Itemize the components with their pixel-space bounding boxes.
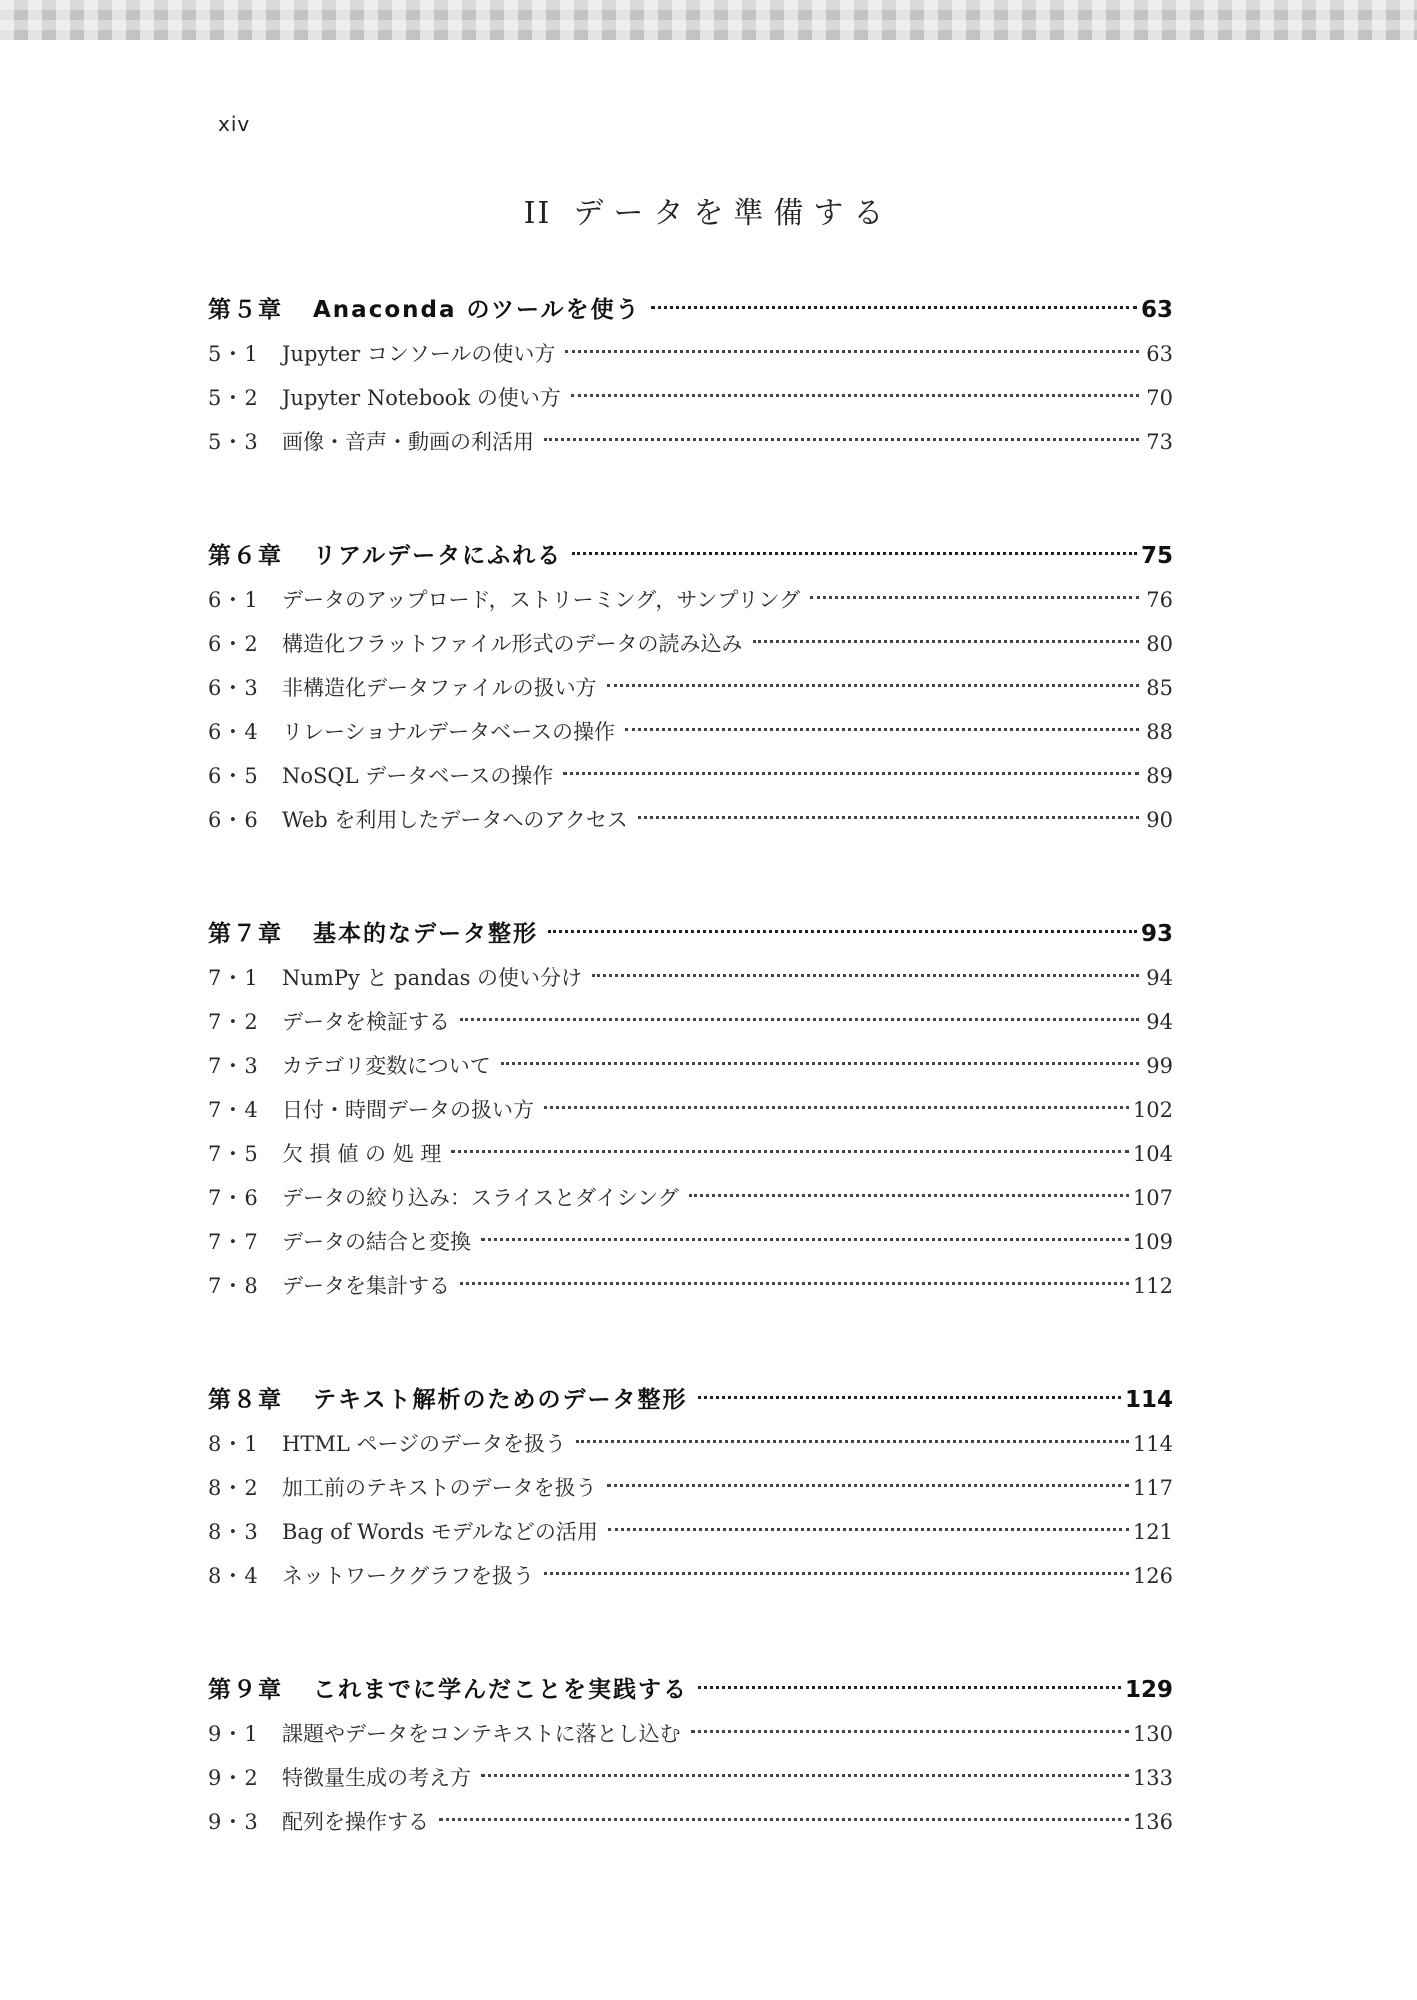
section-entry[interactable] <box>208 1466 1173 1510</box>
chapter-page: 63 <box>1140 297 1173 323</box>
chapter-title: リアルデータにふれる <box>313 543 563 569</box>
dot-leader <box>638 816 1139 819</box>
section-page: 88 <box>1146 720 1173 744</box>
chapter-number: 第６章 <box>208 543 283 569</box>
section-number: 7・3 <box>208 1054 259 1078</box>
chapter-8 <box>208 1378 1173 1598</box>
section-number: 5・3 <box>208 430 259 454</box>
chapter-entry[interactable] <box>208 534 1173 578</box>
chapter-number: 第９章 <box>208 1677 283 1703</box>
dot-leader <box>460 1018 1139 1021</box>
section-page: 107 <box>1132 1186 1173 1210</box>
section-number: 8・4 <box>208 1564 259 1588</box>
section-title: 画像・音声・動画の利活用 <box>282 430 534 454</box>
section-number: 7・5 <box>208 1142 259 1166</box>
chapter-title: Anaconda のツールを使う <box>313 297 641 323</box>
section-title: Jupyter コンソールの使い方 <box>282 342 556 366</box>
section-page: 109 <box>1132 1230 1173 1254</box>
section-number: 6・5 <box>208 764 259 788</box>
section-title: 配列を操作する <box>282 1810 429 1834</box>
section-page: 114 <box>1132 1432 1173 1456</box>
section-page: 104 <box>1132 1142 1173 1166</box>
section-page: 102 <box>1132 1098 1173 1122</box>
section-entry[interactable] <box>208 420 1173 464</box>
section-title: HTML ページのデータを扱う <box>282 1432 567 1456</box>
chapter-entry[interactable] <box>208 288 1173 332</box>
section-title: NumPy と pandas の使い分け <box>282 966 583 990</box>
dot-leader <box>607 1484 1129 1487</box>
dot-leader <box>576 1440 1129 1443</box>
chapter-5 <box>208 288 1173 464</box>
section-page: 94 <box>1146 1010 1173 1034</box>
dot-leader <box>592 974 1139 977</box>
dot-leader <box>691 1730 1129 1733</box>
section-number: 8・2 <box>208 1476 259 1500</box>
chapter-page: 129 <box>1124 1677 1173 1703</box>
part-title: データを準備する <box>573 196 894 231</box>
section-number: 9・1 <box>208 1722 259 1746</box>
section-entry[interactable] <box>208 622 1173 666</box>
section-page: 70 <box>1146 386 1173 410</box>
section-number: 6・4 <box>208 720 259 744</box>
dot-leader <box>544 1106 1129 1109</box>
section-title: 欠 損 値 の 処 理 <box>282 1142 442 1166</box>
section-number: 5・2 <box>208 386 259 410</box>
dot-leader <box>565 350 1139 353</box>
section-entry[interactable] <box>208 1176 1173 1220</box>
section-page: 112 <box>1132 1274 1173 1298</box>
chapter-entry[interactable] <box>208 1378 1173 1422</box>
section-entry[interactable] <box>208 1756 1173 1800</box>
section-number: 7・1 <box>208 966 259 990</box>
part-numeral: II <box>523 196 552 231</box>
section-number: 5・1 <box>208 342 259 366</box>
dot-leader <box>439 1818 1129 1821</box>
dot-leader <box>810 596 1139 599</box>
section-number: 7・2 <box>208 1010 259 1034</box>
chapter-title: 基本的なデータ整形 <box>313 921 538 947</box>
section-title: データのアップロード，ストリーミング，サンプリング <box>282 588 801 612</box>
chapter-7 <box>208 912 1173 1308</box>
section-page: 80 <box>1146 632 1173 656</box>
section-entry[interactable] <box>208 798 1173 842</box>
section-title: 加工前のテキストのデータを扱う <box>282 1476 597 1500</box>
section-entry[interactable] <box>208 1800 1173 1844</box>
section-title: 課題やデータをコンテキストに落とし込む <box>282 1722 681 1746</box>
part-heading <box>0 188 1417 232</box>
section-page: 85 <box>1146 676 1173 700</box>
section-number: 9・3 <box>208 1810 259 1834</box>
section-title: データの結合と変換 <box>282 1230 471 1254</box>
section-number: 7・6 <box>208 1186 259 1210</box>
section-page: 76 <box>1146 588 1173 612</box>
section-number: 9・2 <box>208 1766 259 1790</box>
section-entry[interactable] <box>208 376 1173 420</box>
chapter-number: 第８章 <box>208 1387 283 1413</box>
section-page: 90 <box>1146 808 1173 832</box>
section-entry[interactable] <box>208 1220 1173 1264</box>
dot-leader <box>544 1572 1129 1575</box>
dot-leader <box>571 394 1139 397</box>
section-page: 126 <box>1132 1564 1173 1588</box>
chapter-entry[interactable] <box>208 912 1173 956</box>
section-title: リレーショナルデータベースの操作 <box>282 720 616 744</box>
section-title: カテゴリ変数について <box>282 1054 491 1078</box>
table-of-contents <box>208 288 1173 1914</box>
dot-leader <box>698 1396 1121 1399</box>
section-title: データを集計する <box>282 1274 450 1298</box>
section-number: 6・2 <box>208 632 259 656</box>
section-page: 63 <box>1146 342 1173 366</box>
section-page: 73 <box>1146 430 1173 454</box>
dot-leader <box>481 1774 1129 1777</box>
section-entry[interactable] <box>208 710 1173 754</box>
dot-leader <box>481 1238 1129 1241</box>
section-title: Bag of Words モデルなどの活用 <box>282 1520 598 1544</box>
chapter-title: テキスト解析のためのデータ整形 <box>313 1387 688 1413</box>
dot-leader <box>563 772 1139 775</box>
dot-leader <box>651 306 1137 309</box>
dot-leader <box>544 438 1139 441</box>
section-number: 7・4 <box>208 1098 259 1122</box>
section-entry[interactable] <box>208 1554 1173 1598</box>
section-entry[interactable] <box>208 1264 1173 1308</box>
dot-leader <box>753 640 1139 643</box>
section-page: 99 <box>1146 1054 1173 1078</box>
section-page: 117 <box>1132 1476 1173 1500</box>
section-entry[interactable] <box>208 754 1173 798</box>
section-entry[interactable] <box>208 956 1173 1000</box>
section-number: 6・3 <box>208 676 259 700</box>
dot-leader <box>607 684 1139 687</box>
scan-header-band <box>0 0 1417 40</box>
section-title: 構造化フラットファイル形式のデータの読み込み <box>282 632 743 656</box>
section-page: 94 <box>1146 966 1173 990</box>
chapter-page: 75 <box>1140 543 1173 569</box>
section-entry[interactable] <box>208 1000 1173 1044</box>
dot-leader <box>608 1528 1129 1531</box>
section-page: 89 <box>1146 764 1173 788</box>
dot-leader <box>689 1194 1129 1197</box>
section-title: 非構造化データファイルの扱い方 <box>282 676 597 700</box>
section-title: NoSQL データベースの操作 <box>282 764 554 788</box>
section-page: 133 <box>1132 1766 1173 1790</box>
section-page: 130 <box>1132 1722 1173 1746</box>
section-title: 特徴量生成の考え方 <box>282 1766 471 1790</box>
section-title: Web を利用したデータへのアクセス <box>282 808 628 832</box>
section-title: データの絞り込み：スライスとダイシング <box>282 1186 679 1210</box>
dot-leader <box>698 1686 1121 1689</box>
section-entry[interactable] <box>208 1510 1173 1554</box>
section-number: 7・7 <box>208 1230 259 1254</box>
section-entry[interactable] <box>208 1088 1173 1132</box>
section-number: 6・6 <box>208 808 259 832</box>
dot-leader <box>625 728 1139 731</box>
chapter-page: 114 <box>1124 1387 1173 1413</box>
section-entry[interactable] <box>208 332 1173 376</box>
chapter-title: これまでに学んだことを実践する <box>313 1677 688 1703</box>
section-number: 8・1 <box>208 1432 259 1456</box>
dot-leader <box>501 1062 1139 1065</box>
section-title: ネットワークグラフを扱う <box>282 1564 534 1588</box>
chapter-9 <box>208 1668 1173 1844</box>
section-entry[interactable] <box>208 1044 1173 1088</box>
section-page: 136 <box>1132 1810 1173 1834</box>
chapter-number: 第５章 <box>208 297 283 323</box>
dot-leader <box>451 1150 1129 1153</box>
chapter-number: 第７章 <box>208 921 283 947</box>
section-number: 8・3 <box>208 1520 259 1544</box>
chapter-6 <box>208 534 1173 842</box>
section-number: 7・8 <box>208 1274 259 1298</box>
section-title: Jupyter Notebook の使い方 <box>282 386 561 410</box>
section-entry[interactable] <box>208 578 1173 622</box>
section-number: 6・1 <box>208 588 259 612</box>
section-entry[interactable] <box>208 1422 1173 1466</box>
section-entry[interactable] <box>208 1132 1173 1176</box>
chapter-page: 93 <box>1140 921 1173 947</box>
dot-leader <box>572 552 1137 555</box>
page-number: xiv <box>218 112 251 136</box>
section-entry[interactable] <box>208 1712 1173 1756</box>
section-title: 日付・時間データの扱い方 <box>282 1098 534 1122</box>
dot-leader <box>548 930 1137 933</box>
chapter-entry[interactable] <box>208 1668 1173 1712</box>
section-page: 121 <box>1132 1520 1173 1544</box>
section-entry[interactable] <box>208 666 1173 710</box>
section-title: データを検証する <box>282 1010 450 1034</box>
dot-leader <box>460 1282 1129 1285</box>
